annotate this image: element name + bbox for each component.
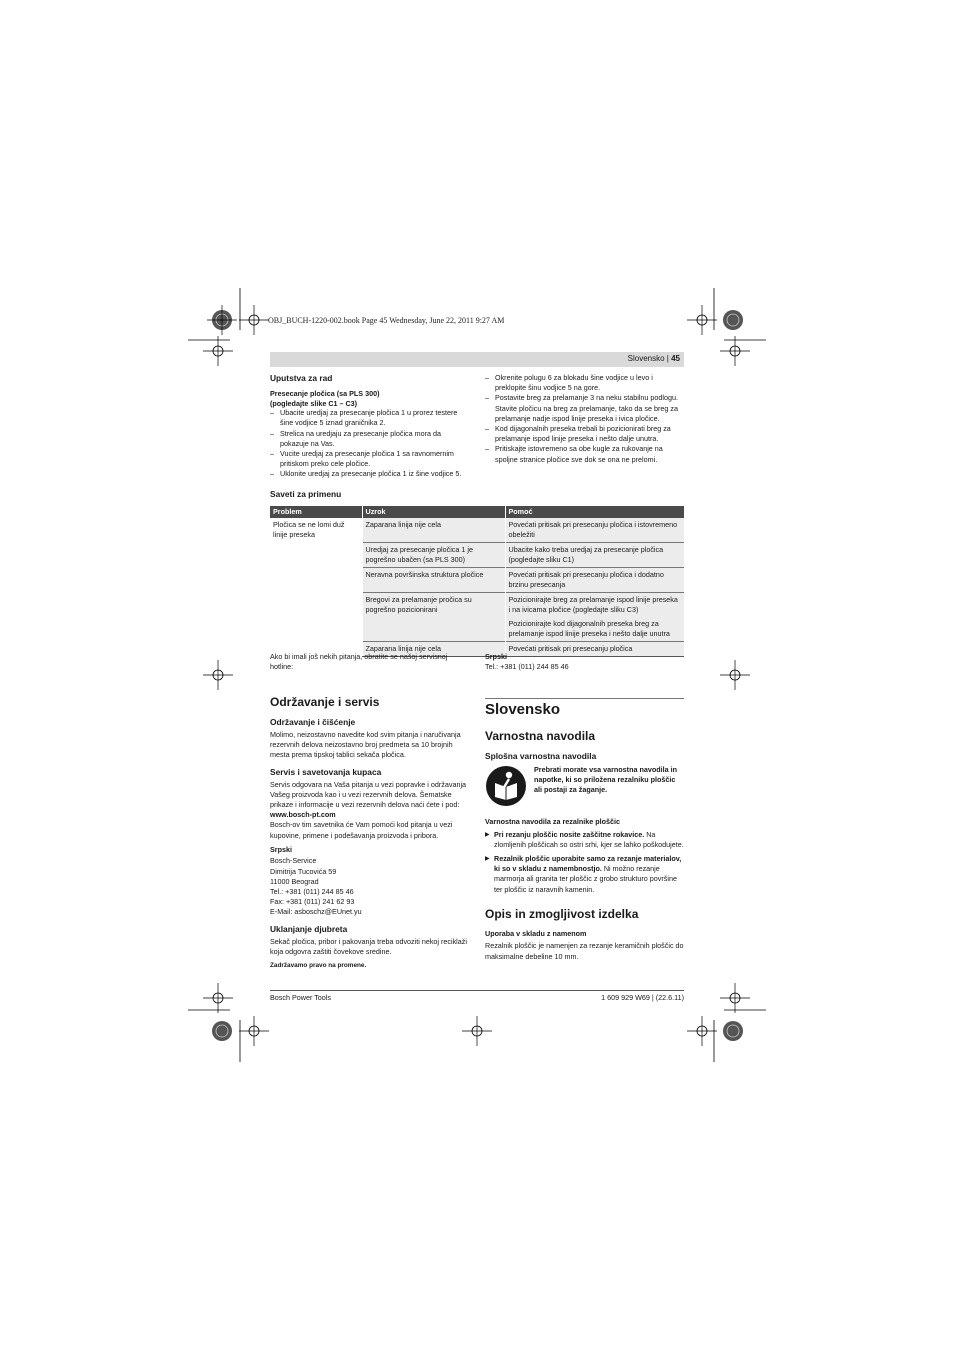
list-item: – Kod dijagonalnih preseka trebali bi pozicionirati breg za prelamanje ispod linije preseka i nešto dalje unutra. xyxy=(485,424,684,444)
page-header: Slovensko | 45 xyxy=(627,354,680,363)
registration-target-icon xyxy=(687,305,717,335)
contact-note: Ako bi imali još nekih pitanja, obratite se našoj servisnoj hotline: xyxy=(270,652,448,672)
heading-odrzavanje-servis: Održavanje i servis xyxy=(270,695,380,709)
table-row xyxy=(270,518,684,543)
instruction-list xyxy=(270,408,470,479)
heading-saveti: Saveti za primenu xyxy=(270,489,342,499)
list-item: – Uklonite uredjaj za presecanje pločica 1 iz šine vodjice 5. xyxy=(270,469,470,479)
safety-list xyxy=(485,830,684,895)
cause-cell: Zaparana linija nije cela xyxy=(362,518,505,543)
problem-cell: Pločica se ne lomi duž linije preseka xyxy=(273,520,345,539)
heading-uklanjanje: Uklanjanje djubreta xyxy=(270,923,348,934)
list-item: – Postavite breg za prelamanje 3 na neku stabilnu podlogu. Stavite pločicu na breg za prelamanje, tako da se breg za prelamanje nadje ispod linije preseka i ivica pločice. xyxy=(485,393,684,424)
address-line: Tel.: +381 (011) 244 85 46 xyxy=(270,887,354,897)
registration-target-icon xyxy=(720,660,750,690)
body-text: Ni možno rezanje marmorja ali granita ter ploščic z grobo strukturo površine ter ploščic iz naravnih kamenin. xyxy=(494,864,677,894)
column-header: Problem xyxy=(270,506,362,518)
slovensko-column xyxy=(485,701,684,962)
heading-uporaba: Uporaba v skladu z namenom xyxy=(485,928,587,938)
registration-target-icon xyxy=(203,336,233,366)
cause-cell: Bregovi za prelamanje pročica su pogrešno pozicionirani xyxy=(362,593,505,642)
list-item: – Ubacite uredjaj za presecanje pločica 1 u prorez testere šine vodjice 5 iznad graničnika 2. xyxy=(270,408,470,428)
read-manual-icon xyxy=(485,765,527,807)
cause-cell: Neravna površinska struktura pločice xyxy=(362,568,505,593)
page-header-bar xyxy=(270,352,684,367)
registration-target-icon xyxy=(239,305,269,335)
remedy-cell: Povećati pritisak pri presecanju pločica i istovremeno obeležiti xyxy=(505,518,684,543)
column-header: Pomoć xyxy=(505,506,684,518)
paragraph: Rezalnik ploščic je namenjen za rezanje keramičnih ploščic do maksimalne debeline 10 mm. xyxy=(485,941,684,961)
address-line: E-Mail: asboschz@EUnet.yu xyxy=(270,907,362,917)
contact-serbia xyxy=(485,652,684,672)
list-item xyxy=(485,830,684,850)
heading-slovensko: Slovensko xyxy=(485,701,561,718)
registration-target-icon xyxy=(203,983,233,1013)
heading-uputstva: Uputstva za rad xyxy=(270,373,333,383)
list-item: – Okrenite polugu 6 za blokadu šine vodjice u levo i preklopite šinu vodjice 5 na gore. xyxy=(485,373,684,393)
heading-splosna: Splošna varnostna navodila xyxy=(485,751,597,761)
registration-target-icon xyxy=(207,305,237,335)
registration-target-icon xyxy=(203,660,233,690)
contact-country: Srpski xyxy=(485,652,507,661)
registration-target-icon xyxy=(239,1016,269,1046)
work-instructions-column xyxy=(270,373,470,480)
cause-cell: Zaparana linija nije cela xyxy=(362,642,505,657)
remedy-cell: Ubacite kako treba uredjaj za presecanje pločica (pogledajte sliku C1) xyxy=(505,543,684,568)
page-number: 45 xyxy=(671,354,680,363)
heading-odrzavanje-ciscenje: Održavanje i čišćenje xyxy=(270,717,356,727)
heading-servis: Servis i savetovanja kupaca xyxy=(270,766,382,777)
list-item: – Strelica na uredjaju za presecanje pločica mora da pokazuje na Vas. xyxy=(270,429,470,449)
heading-opis: Opis in zmogljivost izdelka xyxy=(485,906,639,921)
remedy-cell: Pozicionirajte kod dijagonalnih preseka breg za prelamanje ispod linije preseka i nešto dalje unutra xyxy=(505,617,684,642)
reserved-note: Zadržavamo pravo na promene. xyxy=(270,962,367,970)
address-line: Fax: +381 (011) 241 62 93 xyxy=(270,897,355,907)
list-item xyxy=(485,854,684,895)
bold-text: Pri rezanju ploščic nosite zaščitne rokavice. xyxy=(494,829,645,839)
bosch-url-link[interactable]: www.bosch-pt.com xyxy=(270,810,336,820)
warning-block xyxy=(485,765,684,811)
warning-text: Prebrati morate vsa varnostna navodila in napotke, ki so priložena rezalniku ploščic ali postaji za žaganje. xyxy=(534,765,678,795)
registration-target-icon xyxy=(687,1016,717,1046)
paragraph: Sekač pločica, pribor i pakovanja treba odvoziti nekoj reciklaži koja odgovra zaštiti čovekove sredine. xyxy=(270,936,467,956)
cause-cell: Uredjaj za presecanje pločica 1 je pogrešno ubačen (sa PLS 300) xyxy=(362,543,505,568)
remedy-cell: Povećati pritisak pri presecanju pločica xyxy=(505,642,684,657)
address-block xyxy=(270,856,470,917)
footer-left: Bosch Power Tools xyxy=(270,993,331,1002)
footer-right: 1 609 929 W69 | (22.6.11) xyxy=(601,993,684,1002)
table-header-row xyxy=(270,506,684,518)
heading-varnostna: Varnostna navodila xyxy=(485,729,596,743)
heading-rezalnik: Varnostna navodila za rezalnike ploščic xyxy=(485,817,621,826)
address-line: 11000 Beograd xyxy=(270,876,319,886)
header-language: Slovensko xyxy=(627,354,665,363)
maintenance-column xyxy=(270,695,470,971)
remedy-cell: Povećati pritisak pri presecanju pločica i dodatno brzinu presecanja xyxy=(505,568,684,593)
list-item: – Vucite uredjaj za presecanje pločica 1 sa ravnomernim pritiskom preko cele pločice. xyxy=(270,449,470,469)
registration-target-icon xyxy=(720,336,750,366)
paragraph: Molimo, neizostavno navedite kod svim pitanja i naručivanja rezervnih delova neizostavno broj predmeta sa 10 brojnih mesta prema tipskoj tablici sekača pločica. xyxy=(270,730,461,760)
registration-target-icon xyxy=(720,983,750,1013)
registration-target-icon xyxy=(207,1016,237,1046)
paragraph: Servis odgovara na Vaša pitanja u vezi popravke i održavanja Vašeg proizvoda kao i u vezi rezervnih delova. Šematske prikaze i informacije u vezi rezervnih delova naći ćete i pod: xyxy=(270,779,467,810)
address-line: Dimitrija Tucovića 59 xyxy=(270,866,337,876)
paragraph: Bosch-ov tim savetnika će Vam pomoći kod pitanja u vezi kupovine, primene i podešavanja proizvoda i pribora. xyxy=(270,820,453,840)
list-item: – Pritiskajte istovremeno sa obe kugle za rukovanje na spoljne stranice pločice sve dok se ona ne prelomi. xyxy=(485,444,684,464)
column-header: Uzrok xyxy=(362,506,505,518)
footer-rule xyxy=(270,990,684,991)
registration-target-icon xyxy=(718,305,748,335)
address-line: Bosch-Service xyxy=(270,856,317,866)
contact-tel: Tel.: +381 (011) 244 85 46 xyxy=(485,661,569,671)
troubleshooting-table xyxy=(270,506,684,657)
breaking-instructions-column xyxy=(485,373,684,465)
sub-presecanje-1: Presecanje pločica (sa PLS 300) xyxy=(270,389,380,398)
sub-presecanje-2: (pogledajte slike C1 – C3) xyxy=(270,398,358,408)
remedy-cell: Pozicionirajte breg za prelamanje ispod linije preseka i na ivicama pločice (pogledajte sliku C3) xyxy=(505,593,684,618)
file-info-line: OBJ_BUCH-1220-002.book Page 45 Wednesday, June 22, 2011 9:27 AM xyxy=(268,316,505,325)
body-text: Na zlomljenih ploščicah so ostri srhi, kjer se lahko poškodujete. xyxy=(494,829,684,849)
country-label: Srpski xyxy=(270,844,292,854)
section-divider xyxy=(485,698,684,699)
instruction-list xyxy=(485,373,684,465)
bold-text: Rezalnik ploščic uporabite samo za rezanje materialov, ki so v skladu z namembnostjo. xyxy=(494,854,682,874)
registration-target-icon xyxy=(718,1016,748,1046)
registration-target-icon xyxy=(462,1016,492,1046)
